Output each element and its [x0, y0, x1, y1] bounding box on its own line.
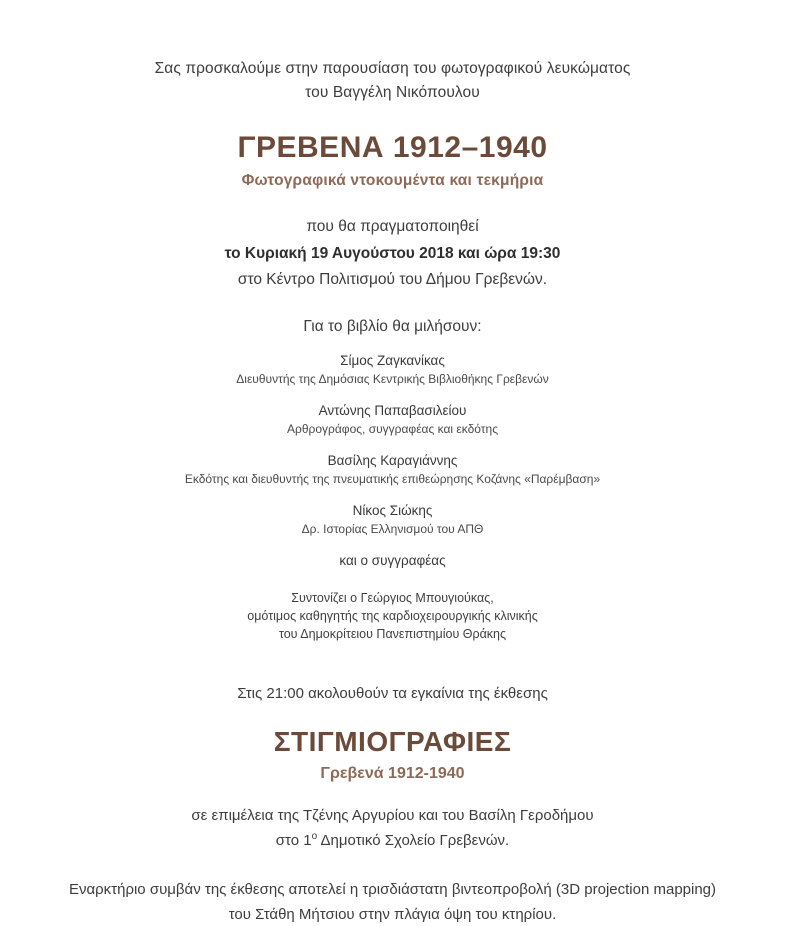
moderator-line-3: του Δημοκρίτειου Πανεπιστημίου Θράκης: [278, 626, 507, 641]
event-line-intro: που θα πραγματοποιηθεί: [306, 218, 479, 236]
event-details-block: [60, 216, 725, 291]
speaker-role: Αρθρογράφος, συγγραφέας και εκδότης: [287, 421, 498, 436]
curation-line-2: [60, 830, 725, 852]
intro-line-1: Σας προσκαλούμε στην παρουσίαση του φωτογραφικού λευκώματος: [154, 60, 631, 77]
intro-block: [60, 58, 725, 105]
speaker-name: Σίμος Ζαγκανίκας: [340, 353, 445, 369]
opening-line-1: Εναρκτήριο συμβάν της έκθεσης αποτελεί η τρισδιάστατη βιντεοπροβολή (3D projection mapping): [68, 881, 717, 899]
exhibition-title: ΣΤΙΓΜΙΟΓΡΑΦΙΕΣ: [273, 725, 512, 757]
opening-line-2: του Στάθη Μήτσιου στην πλάγια όψη του κτηρίου.: [228, 906, 557, 924]
main-subtitle: Φωτογραφικά ντοκουμέντα και τεκμήρια: [241, 171, 544, 189]
speaker-name: Βασίλης Καραγιάννης: [327, 453, 458, 469]
speaker-entry: [60, 451, 725, 488]
speaker-name: Αντώνης Παπαβασιλείου: [318, 403, 467, 419]
curation-block: [60, 805, 725, 852]
also-author-line: και ο συγγραφέας: [339, 553, 446, 569]
speaker-name: Νίκος Σιώκης: [352, 503, 433, 519]
event-venue: στο Κέντρο Πολιτισμού του Δήμου Γρεβενών.: [237, 271, 548, 289]
opening-event-block: [60, 879, 725, 926]
speaker-role: Δρ. Ιστορίας Ελληνισμού του ΑΠΘ: [301, 521, 484, 536]
moderator-line-1: Συντονίζει ο Γεώργιος Μπουγιούκας,: [291, 590, 494, 605]
exhibition-subtitle: Γρεβενά 1912-1940: [320, 764, 465, 782]
event-datetime: το Κυριακή 19 Αυγούστου 2018 και ώρα 19:30: [224, 244, 561, 262]
speaker-entry: [60, 501, 725, 538]
curation-venue-sup: ο: [311, 830, 318, 842]
speakers-heading: Για το βιβλίο θα μιλήσουν:: [303, 317, 482, 335]
curation-venue-post: Δημοτικό Σχολείο Γρεβενών.: [317, 831, 510, 849]
moderator-line-2: ομότιμος καθηγητής της καρδιοχειρουργικής κλινικής: [247, 608, 538, 623]
curation-line-1: σε επιμέλεια της Τζένης Αργυρίου και του Βασίλη Γεροδήμου: [191, 806, 594, 824]
speaker-role: Διευθυντής της Δημόσιας Κεντρικής Βιβλιοθήκης Γρεβενών: [236, 371, 549, 386]
speaker-entry: [60, 401, 725, 438]
exhibition-intro: Στις 21:00 ακολουθούν τα εγκαίνια της έκθεσης: [237, 685, 548, 703]
intro-line-2: του Βαγγέλη Νικόπουλου: [305, 84, 480, 102]
speaker-entry: [60, 351, 725, 388]
speaker-role: Εκδότης και διευθυντής της πνευματικής επιθεώρησης Κοζάνης «Παρέμβαση»: [184, 471, 601, 486]
curation-venue-pre: στο 1: [275, 831, 312, 849]
moderator-block: [60, 589, 725, 643]
main-title: ΓΡΕΒΕΝΑ 1912–1940: [237, 130, 548, 164]
